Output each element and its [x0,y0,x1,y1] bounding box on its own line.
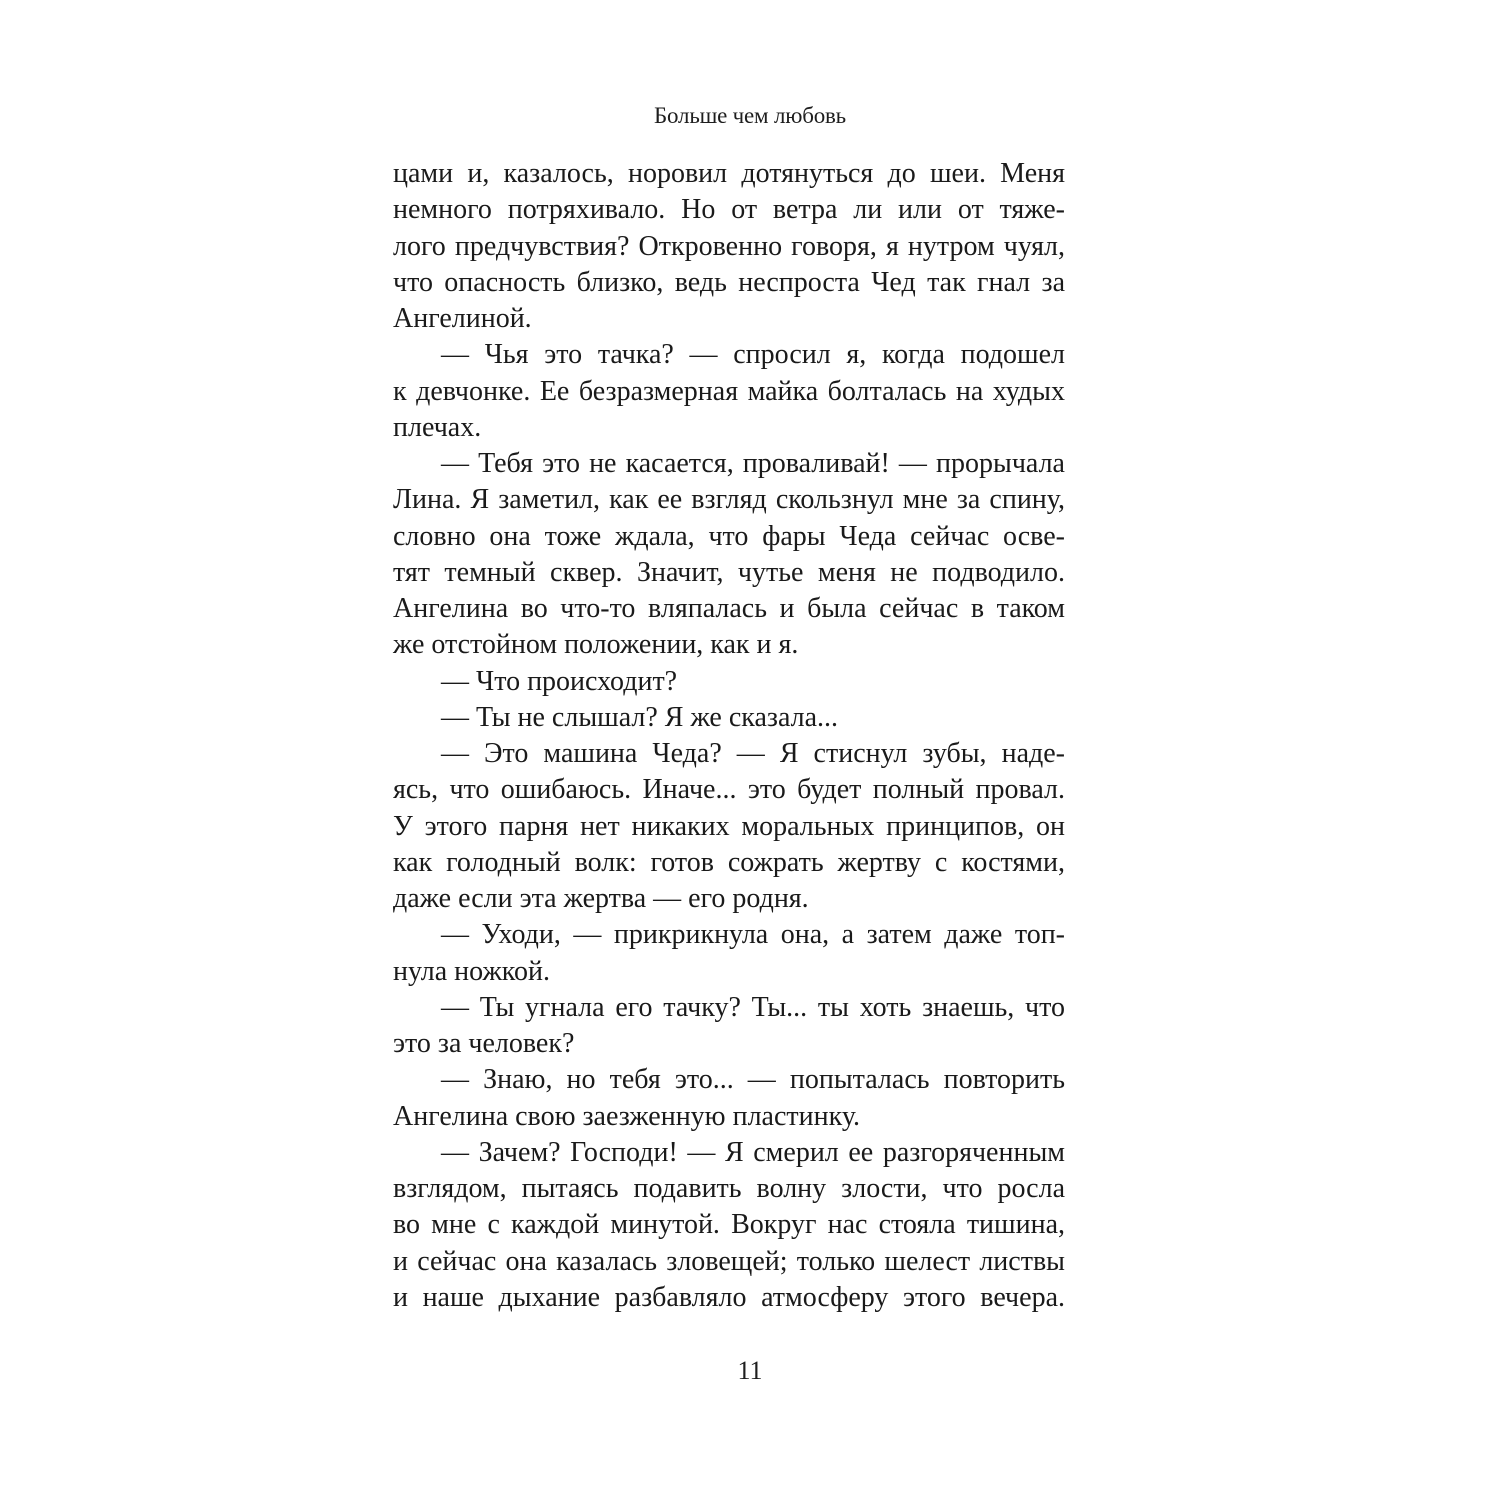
text-line: — Тебя это не касается, проваливай! — прорычала [441,448,1065,479]
text-line: и наше дыхание разбавляло атмосферу этого вечера. [393,1281,1065,1313]
text-line: как голодный волк: готов сожрать жертву с костями, [393,846,1065,878]
page-number: 11 [737,1356,763,1385]
text-line: и сейчас она казалась зловещей; только шелест листвы [393,1245,1065,1277]
text-line: немного потряхивало. Но от ветра ли или от тяже- [393,194,1065,226]
text-line: — Чья это тачка? — спросил я, когда подошел [441,339,1065,371]
text-line: Лина. Я заметил, как ее взгляд скользнул мне за спину, [393,484,1065,516]
text-line: — Уходи, — прикрикнула она, а затем даже топ- [441,919,1065,951]
text-line: цами и, казалось, норовил дотянуться до шеи. Меня [393,158,1065,189]
text-line: Ангелиной. [393,303,532,334]
text-line: это за человек? [393,1028,575,1059]
text-line: тят темный сквер. Значит, чутье меня не подводило. [393,556,1065,588]
body-text [393,156,1065,1316]
text-line: плечах. [393,411,482,443]
text-line: лого предчувствия? Откровенно говоря, я нутром чуял, [393,230,1065,262]
text-line: нула ножкой. [393,955,550,987]
text-line: — Зачем? Господи! — Я смерил ее разгоряченным [441,1136,1065,1168]
text-line: — Ты не слышал? Я же сказала... [441,701,839,733]
text-line: У этого парня нет никаких моральных принципов, он [393,810,1065,842]
text-line: — Знаю, но тебя это... — попыталась повторить [441,1064,1065,1096]
text-line: Ангелина свою заезженную пластинку. [393,1100,861,1132]
text-line: — Ты угнала его тачку? Ты... ты хоть знаешь, что [441,991,1065,1023]
text-line: что опасность близко, ведь неспроста Чед так гнал за [393,266,1065,298]
text-line: даже если эта жертва — его родня. [393,883,809,914]
text-line: Ангелина во что-то вляпалась и была сейчас в таком [393,593,1065,624]
text-line: к девчонке. Ее безразмерная майка болталась на худых [393,375,1065,407]
text-line: ясь, что ошибаюсь. Иначе... это будет полный провал. [393,774,1065,806]
running-header: Больше чем любовь [654,103,846,128]
text-line: во мне с каждой минутой. Вокруг нас стояла тишина, [393,1209,1065,1241]
text-line: взглядом, пытаясь подавить волну злости, что росла [393,1173,1065,1204]
text-line: — Это машина Чеда? — Я стиснул зубы, наде- [441,738,1065,769]
text-line: словно она тоже ждала, что фары Чеда сейчас осве- [393,520,1065,552]
text-line: — Что происходит? [441,665,678,697]
text-line: же отстойном положении, как и я. [393,629,799,661]
